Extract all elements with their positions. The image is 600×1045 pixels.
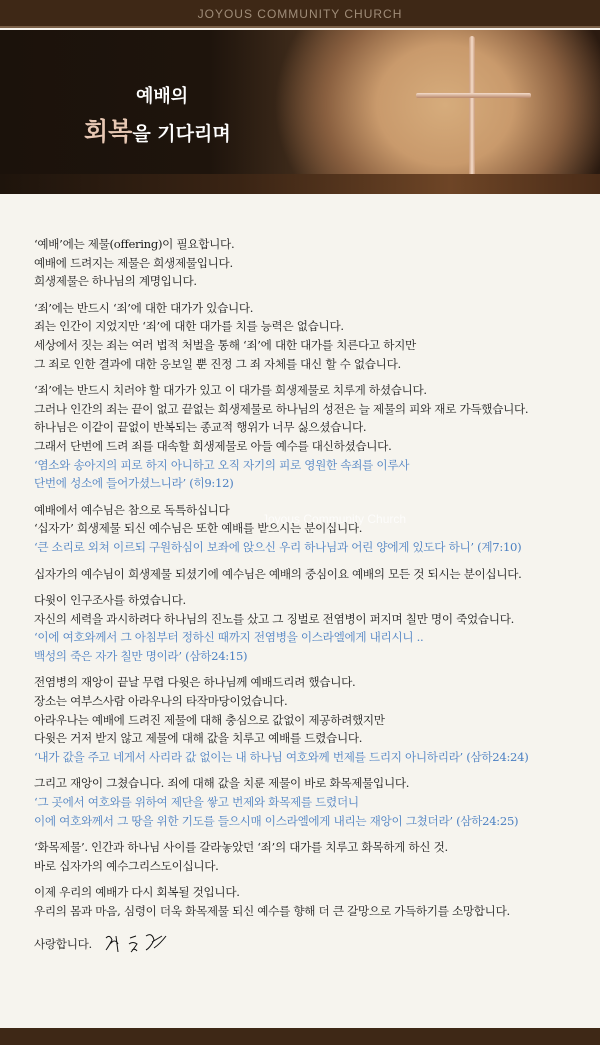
cross-icon-bar (416, 93, 531, 98)
scripture-quote-line: 단번에 성소에 들어가셨느니라’ (히9:12) (34, 476, 234, 491)
text-line: 우리의 몸과 마음, 심령이 더욱 화목제물 되신 예수를 향해 더 큰 갈망으로 가득하기를 소망합니다. (34, 904, 510, 918)
site-header (0, 0, 600, 28)
banner-floor (0, 174, 600, 194)
paragraph (34, 774, 594, 830)
text-line: 그러나 인간의 죄는 끝이 없고 끝없는 희생제물로 하나님의 성전은 늘 제물의 피와 재로 가득했습니다. (34, 401, 529, 416)
text-line: ‘예배’에는 제물(offering)이 필요합니다. (34, 237, 235, 251)
scripture-quote-line: 이에 여호와께서 그 땅을 위한 기도를 들으시매 이스라엘에게 내리는 재앙이 그쳤더라’ (삼하24:25) (34, 813, 519, 828)
cross-icon (469, 36, 475, 182)
paragraph (34, 591, 594, 665)
paragraph (34, 883, 594, 920)
scripture-quote-line: ‘내가 값을 주고 네게서 사리라 값 없이는 내 하나님 여호와께 번제를 드리지 아니하리라’ (삼하24:24) (34, 749, 529, 764)
scripture-quote-line: ‘큰 소리로 외쳐 이르되 구원하심이 보좌에 앉으신 우리 하나님과 어린 양에게 있도다 하니’ (계7:10) (34, 539, 522, 554)
scripture-quote-line: 백성의 죽은 자가 칠만 명이라’ (삼하24:15) (34, 648, 248, 663)
paragraph (34, 673, 594, 766)
banner-title-line1: 예배의 (136, 86, 189, 107)
text-line: 다윗은 거저 받지 않고 제물에 대해 값을 치루고 예배를 드렸습니다. (34, 731, 363, 746)
text-line: 죄는 인간이 지었지만 ‘죄’에 대한 대가를 치를 능력은 없습니다. (34, 319, 344, 334)
paragraph (34, 501, 594, 557)
paragraph (34, 838, 594, 875)
site-footer (0, 1028, 600, 1045)
text-line: ‘화목제물’. 인간과 하나님 사이를 갈라놓았던 ‘죄’의 대가를 치루고 화목하게 하신 것. (34, 840, 448, 855)
signature-icon (102, 930, 172, 958)
text-line: 아라우나는 예배에 드려진 제물에 대해 충심으로 값없이 제공하려했지만 (34, 712, 385, 727)
church-name: JOYOUS COMMUNITY CHURCH (197, 7, 403, 21)
text-line: 장소는 여부스사람 아라우나의 타작마당이었습니다. (34, 694, 288, 709)
text-line: 다윗이 인구조사를 하였습니다. (34, 593, 186, 608)
banner-title-emphasis: 회복 (84, 117, 133, 146)
text-line: 예배에 드려지는 제물은 희생제물입니다. (34, 255, 233, 270)
text-line: 하나님은 이같이 끝없이 반복되는 종교적 행위가 너무 싫으셨습니다. (34, 420, 367, 435)
closing-text: 사랑합니다. (34, 936, 92, 951)
text-line: 그리고 재앙이 그쳤습니다. 죄에 대해 값을 치룬 제물이 바로 화목제물입니다. (34, 776, 410, 791)
banner-title-rest: 을 기다리며 (132, 123, 231, 145)
text-line: ‘죄’에는 반드시 치러야 할 대가가 있고 이 대가를 희생제물로 치루게 하셨습니다. (34, 383, 427, 398)
paragraph (34, 299, 594, 373)
paragraph (34, 235, 594, 291)
text-line: 자신의 세력을 과시하려다 하나님의 진노를 샀고 그 징벌로 전염병이 퍼지며 칠만 명이 죽었습니다. (34, 611, 514, 626)
banner-title-line2 (84, 112, 231, 148)
paragraph (34, 565, 594, 584)
text-line: ‘십자가’ 희생제물 되신 예수님은 또한 예배를 받으시는 분이십니다. (34, 521, 363, 536)
text-line: 희생제물은 하나님의 계명입니다. (34, 274, 197, 289)
scripture-quote-line: ‘이에 여호와께서 그 아침부터 정하신 때까지 전염병을 이스라엘에게 내리시니 .. (34, 630, 424, 645)
watermark: Joyous Community Church (262, 512, 407, 526)
closing (34, 929, 594, 959)
text-line: 세상에서 짓는 죄는 여러 법적 처벌을 통해 ‘죄’에 대한 대가를 치른다고 하지만 (34, 337, 416, 352)
hero-banner (0, 30, 600, 194)
text-line: 이제 우리의 예배가 다시 회복될 것입니다. (34, 885, 240, 900)
scripture-quote-line: ‘그 곳에서 여호와를 위하여 제단을 쌓고 번제와 화목제를 드렸더니 (34, 795, 359, 810)
text-line: 그 죄로 인한 결과에 대한 응보일 뿐 진정 그 죄 자체를 대신 할 수 없습니다. (34, 356, 401, 371)
text-line: 바로 십자가의 예수그리스도이십니다. (34, 858, 219, 873)
article-body (34, 235, 594, 959)
text-line: 십자가의 예수님이 희생제물 되셨기에 예수님은 예배의 중심이요 예배의 모든 것 되시는 분이십니다. (34, 566, 522, 581)
paragraph (34, 381, 594, 493)
text-line: ‘죄’에는 반드시 ‘죄’에 대한 대가가 있습니다. (34, 300, 254, 315)
scripture-quote-line: ‘염소와 송아지의 피로 하지 아니하고 오직 자기의 피로 영원한 속죄를 이루사 (34, 457, 410, 472)
text-line: 전염병의 재앙이 끝날 무렵 다윗은 하나님께 예배드리려 했습니다. (34, 675, 356, 690)
text-line: 그래서 단번에 드려 죄를 대속할 희생제물로 아들 예수를 대신하셨습니다. (34, 438, 392, 453)
text-line: 예배에서 예수님은 참으로 독특하십니다 (34, 502, 230, 517)
